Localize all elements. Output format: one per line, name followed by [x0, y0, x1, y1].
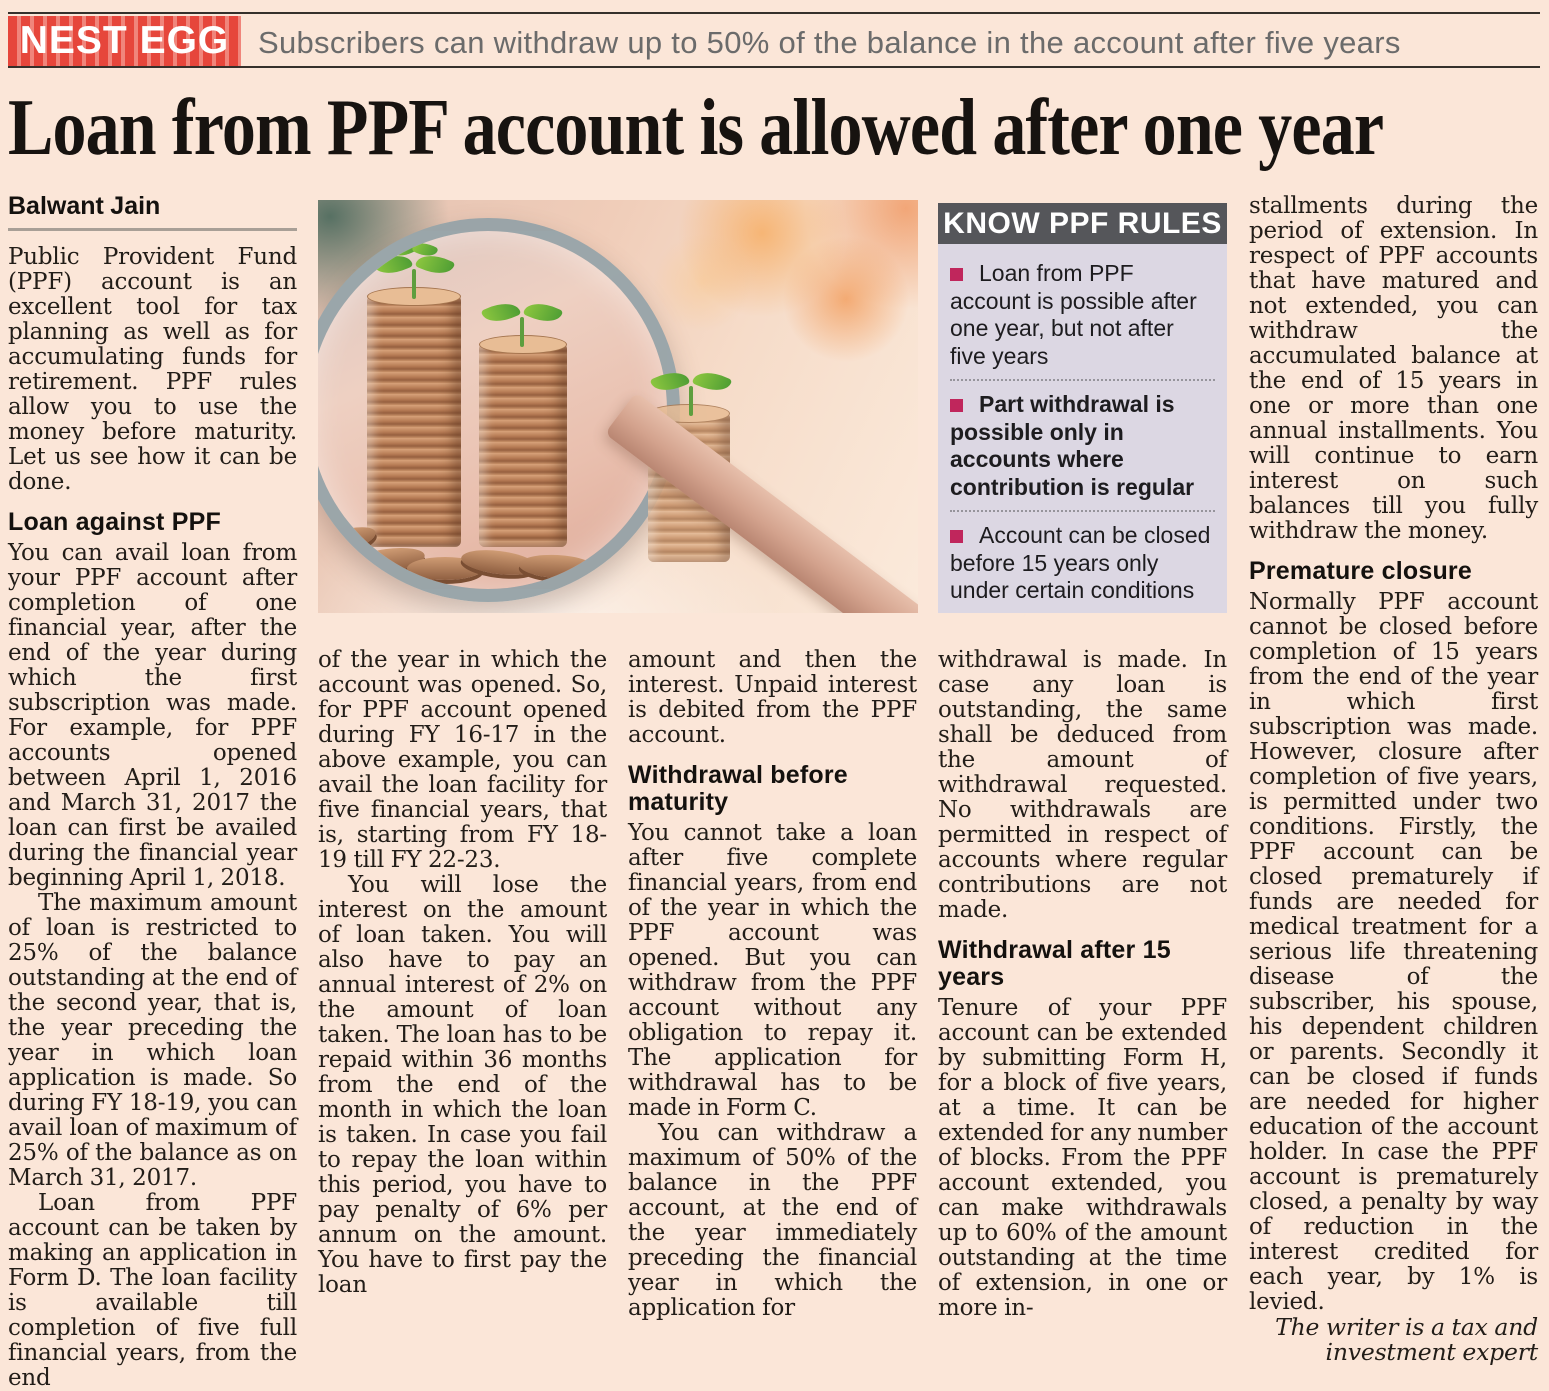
coin-stack-medium: [479, 343, 567, 547]
body-paragraph: Loan from PPF account can be taken by making an application in Form D. The loan facility is available till completion of five full financial years, from the end: [8, 1190, 297, 1391]
body-paragraph: withdrawal is made. In case any loan is outstanding, the same shall be deduced from the amount of withdrawal requested. No withdrawals are permitted in respect of accounts where regular contributions are not made.: [938, 647, 1227, 923]
know-box-item: [950, 391, 1215, 501]
know-box-item-text: Loan from PPF account is possible after one year, but not after five years: [950, 260, 1197, 369]
leaf-icon: [523, 297, 564, 329]
leaf-icon: [650, 366, 691, 398]
stem-icon: [689, 386, 693, 416]
coin-stack-tall: [367, 295, 461, 547]
body-paragraph: Public Provident Fund (PPF) account is an excellent tool for tax planning as well as for accumulating funds for retirement. PPF rules allow you to use the money before maturity. Let us see how it can be done.: [8, 244, 297, 495]
body-paragraph: Tenure of your PPF account can be extended by submitting Form H, for a block of five years, at a time. It can be extended for any number of blocks. From the PPF account extended, you can make withdrawals up to 60% of the amount outstanding at the time of extension, in one or more in-: [938, 995, 1227, 1321]
know-box-item-text: Account can be closed before 15 years only under certain conditions: [950, 522, 1211, 603]
sprout-icon: [646, 356, 736, 414]
section-badge: [8, 16, 241, 66]
know-box-item: [950, 260, 1215, 370]
article-column-3: [628, 648, 917, 1321]
section-heading: Loan against PPF: [8, 508, 221, 536]
article-column-4: [938, 648, 1227, 1321]
article-column-1: [8, 194, 297, 1391]
article-column-5: [1249, 194, 1538, 1365]
body-paragraph: You can withdraw a maximum of 50% of the balance in the PPF account, at the end of the year immediately preceding the financial year in which the application for: [628, 1120, 917, 1321]
article-photo: [318, 200, 918, 613]
body-paragraph: You cannot take a loan after five complete financial years, from end of the year in which the PPF account was opened. But you can withdraw from the PPF account without any obligation to repay it. The application for withdrawal has to be made in Form C.: [628, 820, 917, 1121]
article-headline: Loan from PPF account is allowed after one year: [8, 84, 1384, 172]
dotted-separator: [950, 379, 1215, 381]
section-heading: Withdrawal after 15 years: [938, 936, 1171, 991]
bullet-square-icon: [950, 530, 963, 543]
dotted-separator: [950, 510, 1215, 512]
body-paragraph: amount and then the interest. Unpaid interest is debited from the PPF account.: [628, 647, 917, 748]
know-ppf-rules-box: [938, 203, 1227, 613]
know-box-item: [950, 522, 1215, 605]
header-bottom-rule: [8, 66, 1540, 68]
sprout-icon: [369, 239, 459, 297]
section-heading: Withdrawal before maturity: [628, 761, 848, 816]
stem-icon: [520, 317, 524, 347]
kicker-strapline: Subscribers can withdraw up to 50% of the balance in the account after five years: [258, 25, 1401, 60]
body-paragraph: of the year in which the account was opened. So, for PPF account opened during FY 16-17 in the above example, you can avail the loan facility for five financial years, that is, starting from FY 18-19 till FY 22-23.: [318, 647, 607, 873]
body-paragraph: stallments during the period of extension. In respect of PPF accounts that have matured and not extended, you can withdraw the accumulated balance at the end of 15 years in one or more than one annual installments. You will continue to earn interest on such balances till you fully withdraw the money.: [1249, 193, 1538, 544]
stem-icon: [412, 269, 416, 299]
sprout-icon: [477, 287, 567, 345]
header-top-rule: [8, 12, 1540, 14]
author-tagline: The writer is a tax and investment expert: [1275, 1313, 1538, 1366]
section-heading: Premature closure: [1249, 557, 1472, 585]
body-paragraph: You can avail loan from your PPF account after completion of one financial year, after the end of the year during which the first subscription was made. For example, for PPF accounts opened between April 1, 2016 and March 31, 2017 the loan can first be availed during the financial year beginning April 1, 2018.: [8, 540, 297, 891]
bullet-square-icon: [950, 268, 963, 281]
know-box-title: KNOW PPF RULES: [938, 203, 1227, 244]
leaf-icon: [481, 297, 522, 329]
know-box-item-text: Part withdrawal is possible only in accounts where contribution is regular: [950, 391, 1195, 500]
body-paragraph: Normally PPF account cannot be closed before completion of 15 years from the end of the year in which first subscription was made. However, closure after completion of five years, is permitted under two conditions. Firstly, the PPF account can be closed prematurely if funds are needed for medical treatment for a serious life threatening disease of the subscriber, his spouse, his dependent children or parents. Secondly it can be closed if funds are needed for higher education of the account holder. In case the PPF account is prematurely closed, a penalty by way of reduction in the interest credited for each year, by 1% is levied.: [1249, 589, 1538, 1315]
byline: Balwant Jain: [8, 192, 161, 220]
section-badge-label: NEST EGG: [19, 19, 230, 62]
loose-coin: [518, 553, 595, 580]
article-column-2: [318, 648, 607, 1298]
know-box-body: [938, 244, 1227, 613]
leaf-icon: [692, 366, 733, 398]
byline-rule: [8, 228, 297, 231]
body-paragraph: The maximum amount of loan is restricted to 25% of the balance outstanding at the end of the second year, that is, the year preceding the year in which loan application is made. So during FY 18-19, you can avail loan of maximum of 25% of the balance as on March 31, 2017.: [8, 890, 297, 1191]
body-paragraph: You will lose the interest on the amount of loan taken. You will also have to pay an annual interest of 2% on the amount of loan taken. The loan has to be repaid within 36 months from the end of the month in which the loan is taken. In case you fail to repay the loan within this period, you have to pay penalty of 6% per annum on the amount. You have to first pay the loan: [318, 872, 607, 1298]
bullet-square-icon: [950, 399, 963, 412]
